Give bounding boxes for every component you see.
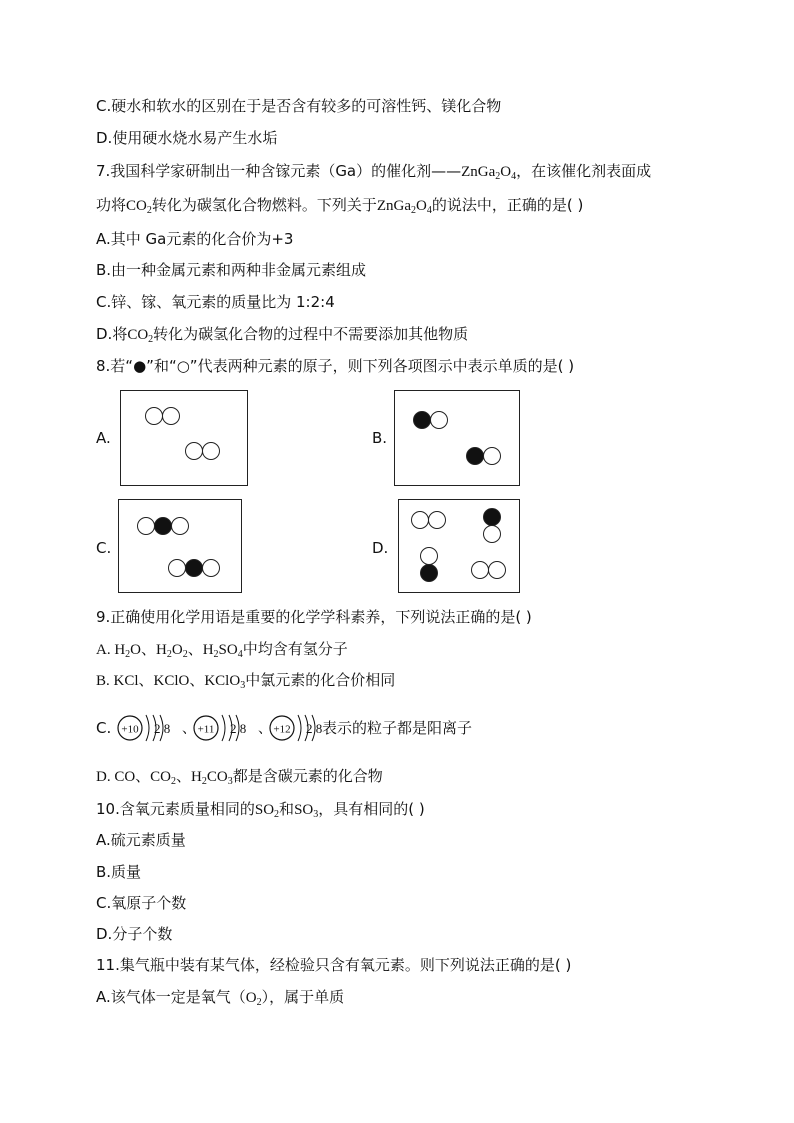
black-atom <box>413 411 431 429</box>
q10-option-a: A.硫元素质量 <box>96 831 186 849</box>
white-atom <box>185 442 203 460</box>
q7-formula-1: $ZnGa_2O_4$ <box>461 164 517 182</box>
electron-shell-arc <box>222 715 225 741</box>
q10-option-b: B.质量 <box>96 863 142 881</box>
white-atom <box>483 525 501 543</box>
q6-option-c: C.硬水和软水的区别在于是否含有较多的可溶性钙、镁化合物 <box>96 97 502 115</box>
white-atom <box>483 447 501 465</box>
q7-text-3: 功将 <box>96 196 127 214</box>
white-atom <box>162 407 180 425</box>
electron-shell-arc <box>298 715 301 741</box>
q8-option-c-label: C. <box>96 539 112 557</box>
white-atom <box>171 517 189 535</box>
electron-counts: 2 8 <box>306 721 323 736</box>
q7-option-d: D.将$CO_2$转化为碳氢化合物的过程中不需要添加其他物质 <box>96 325 469 345</box>
nucleus-charge: +11 <box>197 723 215 736</box>
q7-formula-3: $ZnGa_2O_4$ <box>376 198 432 216</box>
q9-option-b: B. KCl、KClO、KClO$_3$中氯元素的化合价相同 <box>96 671 396 691</box>
q7-option-c: C.锌、镓、氧元素的质量比为 1:2:4 <box>96 293 335 311</box>
q9-option-c: C. +10 2 8 、 +11 2 8 、 +12 2 8 表示的粒子都是阳离子 <box>96 708 696 748</box>
black-atom <box>185 559 203 577</box>
q6-option-d: D.使用硬水烧水易产生水垢 <box>96 129 278 147</box>
q10-option-d: D.分子个数 <box>96 925 173 943</box>
separator-mark: 、 <box>258 722 272 737</box>
ion-diagram <box>194 715 272 741</box>
q8-option-a-label: A. <box>96 429 111 447</box>
q7-formula-2: $CO_2$ <box>126 198 152 216</box>
electron-shell-arc <box>146 715 149 741</box>
white-atom <box>411 511 429 529</box>
q9-option-a: A. $H_2O$、$H_2O_2$、$H_2SO_4$中均含有氢分子 <box>96 640 348 660</box>
q11-stem: 11.集气瓶中装有某气体，经检验只含有氧元素。则下列说法正确的是( ) <box>96 956 572 974</box>
electron-counts: 2 8 <box>230 721 247 736</box>
white-atom <box>428 511 446 529</box>
q8-diagram-b <box>394 390 520 486</box>
white-atom <box>168 559 186 577</box>
q7-stem-line2 <box>96 195 583 218</box>
q7-option-a: A.其中 Ga元素的化合价为+3 <box>96 230 294 248</box>
nucleus-charge: +12 <box>273 723 291 736</box>
white-atom <box>137 517 155 535</box>
q7-text-1: 7.我国科学家研制出一种含镓元素（Ga）的催化剂—— <box>96 162 462 180</box>
black-atom <box>483 508 501 526</box>
q8-option-d-label: D. <box>372 539 389 557</box>
ion-diagram <box>270 715 322 741</box>
q7-text-2: ，在该催化剂表面成 <box>516 162 652 180</box>
white-atom <box>471 561 489 579</box>
electron-counts: 2 8 <box>154 721 171 736</box>
ion-diagram <box>118 715 196 741</box>
q8-diagram-d <box>398 499 520 593</box>
separator-mark: 、 <box>182 722 196 737</box>
nucleus-charge: +10 <box>121 723 139 736</box>
q7-text-5: 的说法中，正确的是( ) <box>431 196 584 214</box>
q7-option-b: B.由一种金属元素和两种非金属元素组成 <box>96 261 367 279</box>
q8-stem: 8.若“●”和“○”代表两种元素的原子，则下列各项图示中表示单质的是( ) <box>96 357 575 375</box>
q11-option-a: A.该气体一定是氧气$(O_2)$，属于单质 <box>96 988 345 1008</box>
white-atom <box>420 547 438 565</box>
q10-stem: 10.含氧元素质量相同的$SO_2$和$SO_3$，具有相同的( ) <box>96 800 425 820</box>
q7-text-4: 转化为碳氢化合物燃料。下列关于 <box>151 196 377 214</box>
q7-stem-line1 <box>96 161 651 184</box>
black-atom <box>420 564 438 582</box>
q8-option-b-label: B. <box>372 429 388 447</box>
q8-diagram-c <box>118 499 242 593</box>
white-atom <box>430 411 448 429</box>
black-atom <box>154 517 172 535</box>
q8-diagram-a <box>120 390 248 486</box>
white-atom <box>202 442 220 460</box>
white-atom <box>145 407 163 425</box>
q9-option-d: D. CO、$CO_2$、$H_2CO_3$都是含碳元素的化合物 <box>96 767 383 787</box>
q9-stem: 9.正确使用化学用语是重要的化学学科素养，下列说法正确的是( ) <box>96 608 532 626</box>
q10-option-c: C.氧原子个数 <box>96 894 187 912</box>
q9c-tail: 表示的粒子都是阳离子 <box>322 719 473 737</box>
black-atom <box>466 447 484 465</box>
white-atom <box>202 559 220 577</box>
white-atom <box>488 561 506 579</box>
